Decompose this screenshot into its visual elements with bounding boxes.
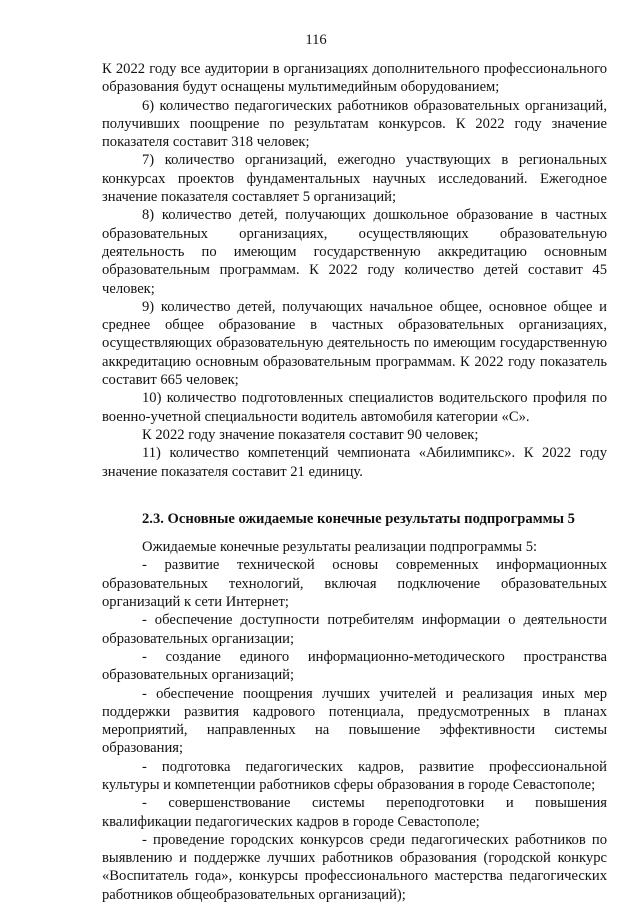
results-list-section <box>102 60 607 481</box>
paragraph: 6) количество педагогических работников образовательных организаций, получивших поощрение по результатам конкурсов. К 2022 году значение показателя составит 318 человек; <box>102 97 607 151</box>
expected-results-section <box>102 538 607 904</box>
page-number: 116 <box>305 32 327 48</box>
paragraph: - развитие технической основы современных информационных образовательных технологий, включая подключение образовательных организаций к сети Интернет; <box>102 557 607 611</box>
paragraph: К 2022 году все аудитории в организациях дополнительного профессионального образования будут оснащены мультимедийным оборудованием; <box>102 61 607 96</box>
paragraph: - обеспечение поощрения лучших учителей и реализация иных мер поддержки развития кадрового потенциала, предусмотренных в планах мероприятий, направленных на повышение эффективности системы образования; <box>102 685 607 757</box>
paragraph: 8) количество детей, получающих дошкольное образование в частных образовательных организациях, осуществляющих образовательную деятельность по имеющим государственную аккредитацию основным образовательным программам. К 2022 году количество детей составит 45 человек; <box>102 207 607 297</box>
section-heading: 2.3. Основные ожидаемые конечные результаты подпрограммы 5 <box>142 510 575 527</box>
paragraph: - обеспечение доступности потребителям информации о деятельности образовательных организации; <box>102 612 607 647</box>
paragraph: 9) количество детей, получающих начальное общее, основное общее и среднее общее образование в частных образовательных организациях, осуществляющих образовательную деятельность по имеющим государственную аккредитацию основным образовательным программам. К 2022 году показатель составит 665 человек; <box>102 298 607 389</box>
paragraph: Ожидаемые конечные результаты реализации подпрограммы 5: <box>142 539 538 556</box>
paragraph: - подготовка педагогических кадров, развитие профессиональной культуры и компетенции работников сферы образования в городе Севастополе; <box>102 758 607 793</box>
paragraph: - проведение городских конкурсов среди педагогических работников по выявлению и поддержке лучших работников образования (городской конкурс «Воспитатель года», конкурсы профессионального мастерства педагогических работников общеобразовательных организаций); <box>102 831 607 903</box>
paragraph: 10) количество подготовленных специалистов водительского профиля по военно-учетной специальности водитель автомобиля категории «С». <box>102 390 607 425</box>
document-body <box>102 60 607 904</box>
paragraph: - создание единого информационно-методического пространства образовательных организаций; <box>102 648 607 684</box>
paragraph: 7) количество организаций, ежегодно участвующих в региональных конкурсах проектов фундаментальных научных исследований. Ежегодное значение показателя составляет 5 организаций; <box>102 152 607 206</box>
paragraph: К 2022 году значение показателя составит 90 человек; <box>142 426 479 443</box>
paragraph: - совершенствование системы переподготовки и повышения квалификации педагогических кадров в городе Севастополе; <box>102 795 607 830</box>
paragraph: 11) количество компетенций чемпионата «Абилимпикс». К 2022 году значение показателя составит 21 единицу. <box>102 445 607 480</box>
